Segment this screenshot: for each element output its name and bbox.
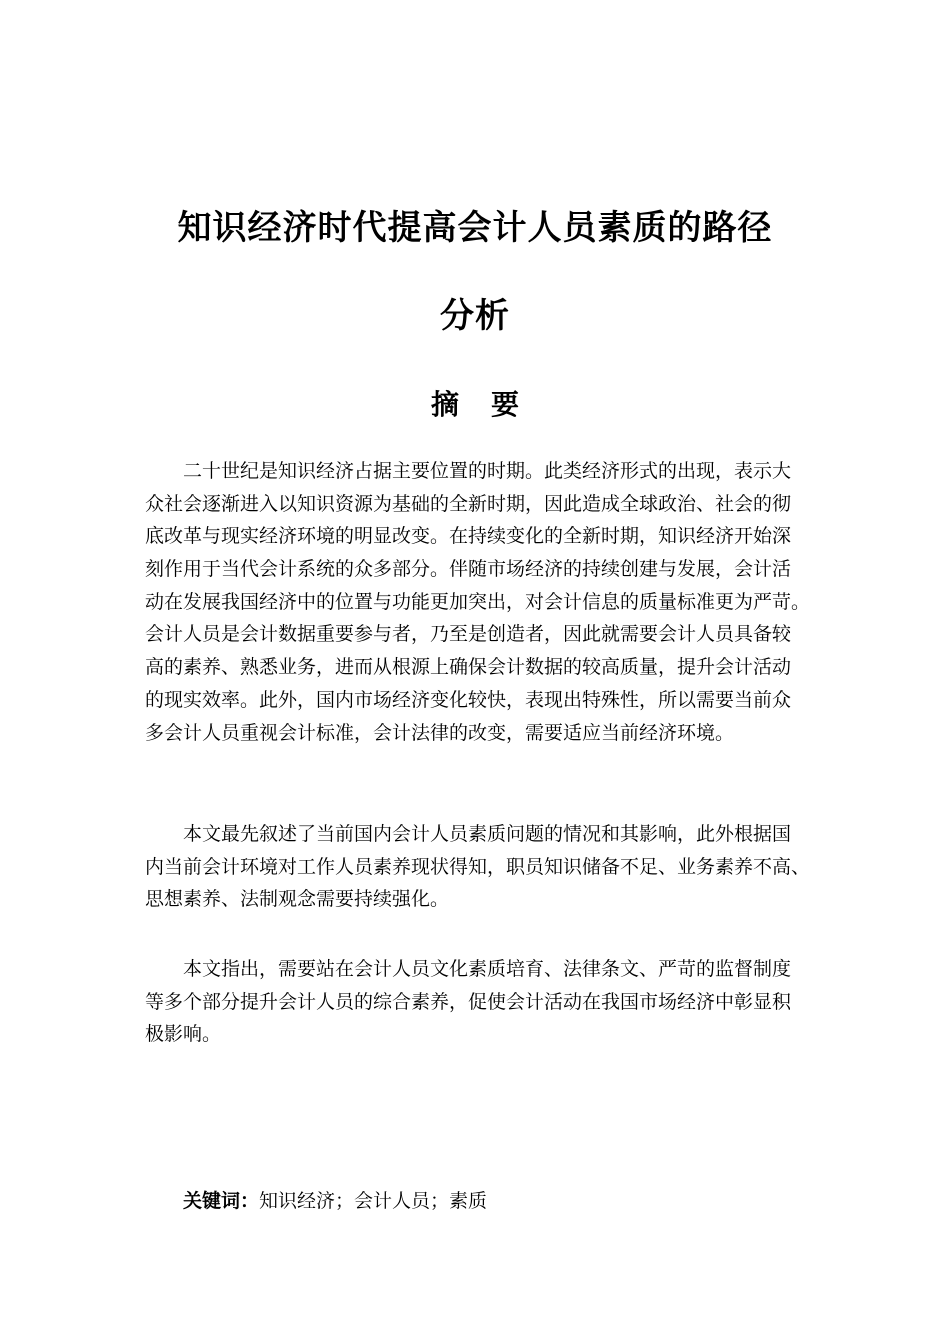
- paragraph-line: 刻作用于当代会计系统的众多部分。伴随市场经济的持续创建与发展，会计活: [145, 558, 792, 581]
- paragraph-line: 底改革与现实经济环境的明显改变。在持续变化的全新时期，知识经济开始深: [145, 525, 792, 548]
- abstract-heading-char-2: 要: [491, 388, 520, 421]
- paragraph-line: 的现实效率。此外，国内市场经济变化较快，表现出特殊性，所以需要当前众: [145, 688, 792, 711]
- paragraph-line: 内当前会计环境对工作人员素养现状得知，职员知识储备不足、业务素养不高、: [145, 855, 811, 878]
- paragraph-line: 高的素养、熟悉业务，进而从根源上确保会计数据的较高质量，提升会计活动: [145, 656, 792, 679]
- title-line-1: 知识经济时代提高会计人员素质的路径: [177, 208, 773, 248]
- paragraph-line: 二十世纪是知识经济占据主要位置的时期。此类经济形式的出现，表示大: [183, 460, 792, 482]
- paragraph-line: 等多个部分提升会计人员的综合素养，促使会计活动在我国市场经济中彰显积: [145, 990, 792, 1013]
- keywords-value: 知识经济；会计人员；素质: [259, 1190, 488, 1212]
- title-line-2: 分析: [440, 296, 510, 336]
- paragraph-line: 动在发展我国经济中的位置与功能更加突出，对会计信息的质量标准更为严苛。: [145, 590, 811, 613]
- abstract-paragraph-1: [145, 455, 825, 749]
- abstract-paragraph-3: [145, 953, 825, 1051]
- paragraph-line: 极影响。: [145, 1023, 222, 1046]
- keywords: [183, 1186, 487, 1213]
- paragraph-line: 本文最先叙述了当前国内会计人员素质问题的情况和其影响，此外根据国: [183, 823, 792, 845]
- paragraph-line: 本文指出，需要站在会计人员文化素质培育、法律条文、严苛的监督制度: [183, 958, 792, 980]
- abstract-heading-char-1: 摘: [430, 388, 459, 421]
- keywords-label: 关键词：: [183, 1190, 260, 1212]
- paragraph-line: 众社会逐渐进入以知识资源为基础的全新时期，因此造成全球政治、社会的彻: [145, 492, 792, 515]
- abstract-paragraph-2: [145, 818, 825, 916]
- abstract-heading: [0, 383, 950, 423]
- paragraph-line: 思想素养、法制观念需要持续强化。: [145, 888, 450, 911]
- paragraph-line: 多会计人员重视会计标准，会计法律的改变，需要适应当前经济环境。: [145, 721, 735, 744]
- paragraph-line: 会计人员是会计数据重要参与者，乃至是创造者，因此就需要会计人员具备较: [145, 623, 792, 646]
